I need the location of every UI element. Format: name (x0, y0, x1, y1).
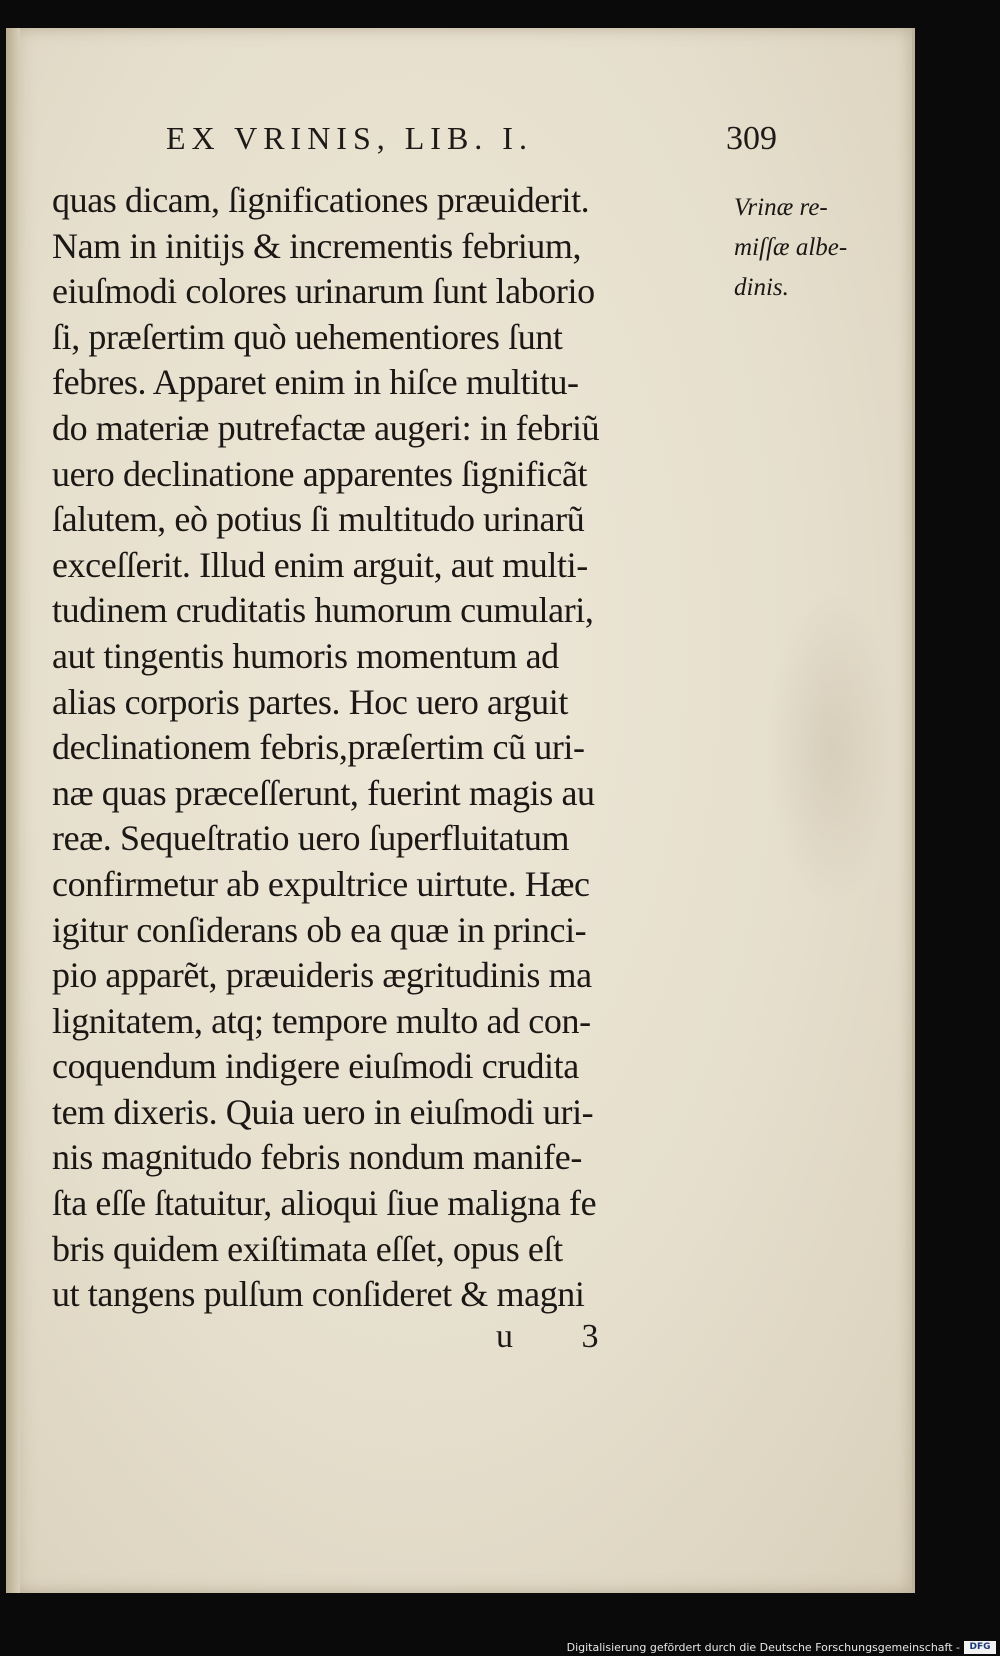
text-line: febres. Apparet enim in hiſce multitu- (52, 362, 579, 403)
text-line: pio apparẽt, præuideris ægritudinis ma (52, 955, 592, 996)
running-head-title: EX VRINIS, LIB. I. (166, 120, 533, 156)
text-line: declinationem febris,præſertim cũ uri- (52, 727, 585, 768)
signature-mark: u 3 (496, 1318, 629, 1355)
text-line: coquendum indigere eiuſmodi crudita (52, 1046, 579, 1087)
text-line: tudinem cruditatis humorum cumulari, (52, 590, 594, 631)
text-line: ut tangens pulſum conſideret & magni (52, 1274, 585, 1315)
text-line: eiuſmodi colores urinarum ſunt laborio (52, 271, 595, 312)
text-line: uero declinatione apparentes ſignificãt (52, 453, 588, 494)
marginal-note (734, 188, 864, 308)
text-line: ſta eſſe ſtatuitur, alioqui ſiue maligna fe (52, 1183, 597, 1224)
ink-bleed-through (766, 588, 896, 908)
text-line: aut tingentis humoris momentum ad (52, 635, 559, 676)
text-line: lignitatem, atq; tempore multo ad con- (52, 1000, 591, 1041)
text-line: ſi, præſertim quò uehementiores ſunt (52, 316, 563, 357)
text-line: alias corporis partes. Hoc uero arguit (52, 681, 568, 722)
text-line: bris quidem exiſtimata eſſet, opus eſt (52, 1228, 563, 1269)
running-head (156, 120, 856, 170)
text-line: næ quas præceſſerunt, fuerint magis au (52, 772, 595, 813)
text-line: Nam in initijs & incrementis febrium, (52, 225, 582, 266)
text-line: exceſſerit. Illud enim arguit, aut multi- (52, 544, 588, 585)
page-number: 309 (726, 120, 777, 157)
text-line: confirmetur ab expultrice uirtute. Hæc (52, 863, 590, 904)
text-line: do materiæ putrefactæ augeri: in febriũ (52, 407, 600, 448)
text-line: nis magnitudo febris nondum manife- (52, 1137, 582, 1178)
marginal-note-line: miſſæ albe- (734, 234, 848, 261)
text-line: igitur conſiderans ob ea quæ in princi- (52, 909, 587, 950)
book-page (6, 28, 915, 1593)
marginal-note-line: Vrinæ re- (734, 194, 828, 221)
marginal-note-line: dinis. (734, 274, 789, 301)
dfg-logo: DFG (964, 1641, 996, 1654)
text-line: tem dixeris. Quia uero in eiuſmodi uri- (52, 1091, 594, 1132)
text-line: reæ. Sequeſtratio uero ſuperfluitatum (52, 818, 570, 859)
text-line: quas dicam, ſignificationes præuiderit. (52, 180, 590, 220)
digitization-credit: Digitalisierung gefördert durch die Deutsche Forschungsgemeinschaft - (566, 1641, 960, 1654)
body-text (52, 178, 732, 1318)
text-line: ſalutem, eò potius ſi multitudo urinarũ (52, 499, 585, 540)
page-gutter-edge (6, 28, 20, 1593)
